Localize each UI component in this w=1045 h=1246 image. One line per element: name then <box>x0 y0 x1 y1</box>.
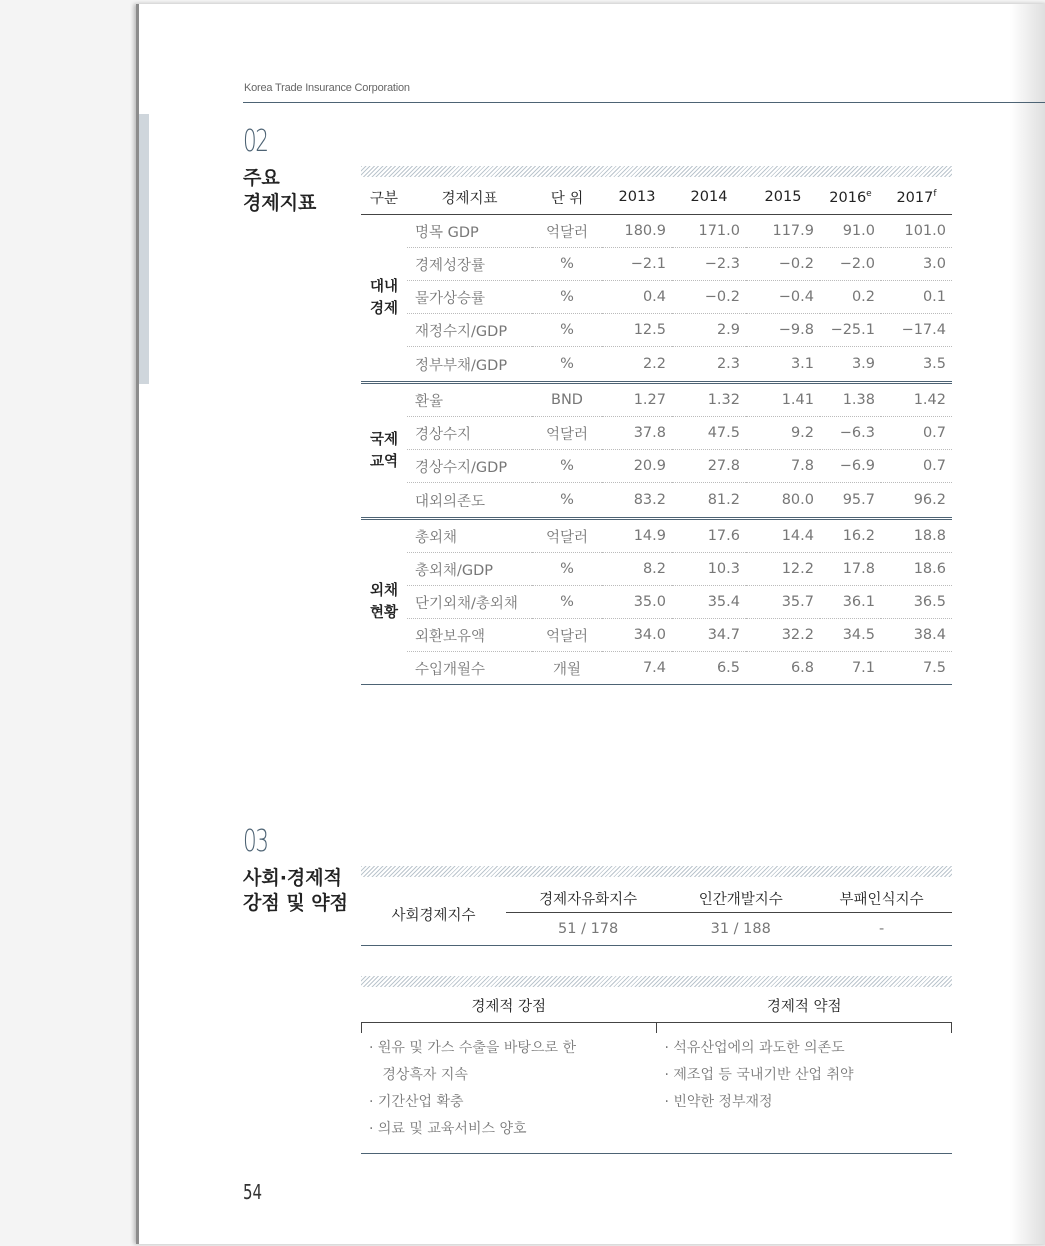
value-cell: −2.1 <box>602 248 672 281</box>
value-cell: 1.32 <box>672 383 746 417</box>
indicator-cell: 외환보유액 <box>407 619 532 652</box>
unit-cell: 개월 <box>532 652 602 685</box>
indicator-cell: 총외채 <box>407 519 532 553</box>
indicator-cell: 정부부채/GDP <box>407 347 532 383</box>
value-cell: −9.8 <box>746 314 820 347</box>
table-row <box>361 417 952 450</box>
indicator-cell: 경상수지 <box>407 417 532 450</box>
section-number: 03 <box>243 824 268 859</box>
unit-cell: % <box>532 586 602 619</box>
indicator-cell: 재정수지/GDP <box>407 314 532 347</box>
document-page <box>136 4 1045 1244</box>
unit-cell: % <box>532 347 602 383</box>
category-cell <box>361 519 407 685</box>
value-cell: 36.5 <box>881 586 952 619</box>
value-cell: 37.8 <box>602 417 672 450</box>
category-cell <box>361 215 407 383</box>
column-header: 경제자유화지수 <box>506 884 670 913</box>
table-cell: 51 / 178 <box>506 913 670 946</box>
value-cell: 35.0 <box>602 586 672 619</box>
value-cell: −6.3 <box>820 417 881 450</box>
table-row <box>361 215 952 248</box>
value-cell: −17.4 <box>881 314 952 347</box>
value-cell: −0.2 <box>672 281 746 314</box>
value-cell: 0.2 <box>820 281 881 314</box>
value-cell: 17.6 <box>672 519 746 553</box>
table-row <box>361 383 952 417</box>
value-cell: 12.2 <box>746 553 820 586</box>
section-title-line: 강점 및 약점 <box>243 892 348 914</box>
unit-cell: 억달러 <box>532 215 602 248</box>
column-header: 2015 <box>746 180 820 215</box>
value-cell: −2.3 <box>672 248 746 281</box>
table-hatch-bar <box>361 866 952 877</box>
strengths-list <box>361 1035 657 1153</box>
value-cell: 80.0 <box>746 483 820 519</box>
unit-cell: % <box>532 450 602 483</box>
list-item: · 석유산업에의 과도한 의존도 <box>664 1040 845 1056</box>
indicator-cell: 경제성장률 <box>407 248 532 281</box>
column-header: 부패인식지수 <box>811 884 952 913</box>
value-cell: 8.2 <box>602 553 672 586</box>
unit-cell: BND <box>532 383 602 417</box>
unit-cell: % <box>532 483 602 519</box>
section-number: 02 <box>243 124 268 159</box>
unit-cell: 억달러 <box>532 417 602 450</box>
value-cell: 17.8 <box>820 553 881 586</box>
table-header-row <box>361 992 952 1022</box>
indicator-cell: 수입개월수 <box>407 652 532 685</box>
indicator-cell: 단기외채/총외채 <box>407 586 532 619</box>
indicator-cell: 환율 <box>407 383 532 417</box>
value-cell: 2.2 <box>602 347 672 383</box>
value-cell: 7.5 <box>881 652 952 685</box>
table-row <box>361 483 952 519</box>
value-cell: 38.4 <box>881 619 952 652</box>
unit-cell: 억달러 <box>532 519 602 553</box>
list-item: · 제조업 등 국내기반 산업 취약 <box>664 1067 854 1083</box>
table-row <box>361 450 952 483</box>
value-cell: 180.9 <box>602 215 672 248</box>
unit-cell: % <box>532 248 602 281</box>
list-item: 경상흑자 지속 <box>369 1067 468 1083</box>
year-label: 2016 <box>829 189 867 206</box>
value-cell: 34.0 <box>602 619 672 652</box>
strengths-weaknesses-table <box>361 992 952 1154</box>
column-header: 경제지표 <box>407 180 532 215</box>
column-header: 2013 <box>602 180 672 215</box>
table-row <box>361 519 952 553</box>
section-title-line: 경제지표 <box>243 192 317 214</box>
indicator-cell: 총외채/GDP <box>407 553 532 586</box>
list-item: · 원유 및 가스 수출을 바탕으로 한 <box>369 1040 576 1056</box>
indicator-cell: 대외의존도 <box>407 483 532 519</box>
value-cell: 3.1 <box>746 347 820 383</box>
column-header: 구분 <box>361 180 407 215</box>
value-cell: 95.7 <box>820 483 881 519</box>
value-cell: 12.5 <box>602 314 672 347</box>
value-cell: 34.5 <box>820 619 881 652</box>
list-item: · 의료 및 교육서비스 양호 <box>369 1121 527 1137</box>
table-body <box>361 1033 952 1154</box>
category-label: 외채 <box>369 583 398 599</box>
year-label: 2017 <box>896 189 934 206</box>
value-cell: 91.0 <box>820 215 881 248</box>
unit-cell: % <box>532 553 602 586</box>
weaknesses-list <box>657 1035 953 1153</box>
table-row <box>361 281 952 314</box>
value-cell: 34.7 <box>672 619 746 652</box>
column-header <box>820 180 881 215</box>
forecast-mark: f <box>933 188 937 199</box>
column-header: 인간개발지수 <box>670 884 811 913</box>
category-label: 대내 <box>369 279 398 295</box>
value-cell: 0.7 <box>881 417 952 450</box>
value-cell: −0.2 <box>746 248 820 281</box>
value-cell: 36.1 <box>820 586 881 619</box>
unit-cell: 억달러 <box>532 619 602 652</box>
value-cell: 81.2 <box>672 483 746 519</box>
value-cell: 83.2 <box>602 483 672 519</box>
page-number: 54 <box>243 1180 263 1204</box>
table-header-row <box>361 884 952 913</box>
table-row <box>361 248 952 281</box>
indicator-cell: 물가상승률 <box>407 281 532 314</box>
value-cell: 27.8 <box>672 450 746 483</box>
row-label: 사회경제지수 <box>361 884 506 946</box>
category-label: 현황 <box>369 605 398 621</box>
value-cell: 35.4 <box>672 586 746 619</box>
category-label: 국제 <box>369 431 398 448</box>
section-title <box>243 166 316 216</box>
section-title-line: 사회·경제적 <box>243 867 342 889</box>
table-row <box>361 347 952 383</box>
column-header: 단 위 <box>532 180 602 215</box>
running-head: Korea Trade Insurance Corporation <box>244 82 410 94</box>
value-cell: 1.38 <box>820 383 881 417</box>
category-cell <box>361 383 407 519</box>
value-cell: 2.3 <box>672 347 746 383</box>
value-cell: 18.6 <box>881 553 952 586</box>
value-cell: 101.0 <box>881 215 952 248</box>
economic-indicators-table <box>361 180 952 685</box>
value-cell: 2.9 <box>672 314 746 347</box>
value-cell: 3.5 <box>881 347 952 383</box>
value-cell: −0.4 <box>746 281 820 314</box>
table-header-row <box>361 180 952 215</box>
value-cell: 14.9 <box>602 519 672 553</box>
value-cell: −6.9 <box>820 450 881 483</box>
value-cell: 20.9 <box>602 450 672 483</box>
section-title <box>243 866 348 916</box>
header-bracket <box>361 1022 952 1033</box>
value-cell: 0.4 <box>602 281 672 314</box>
value-cell: 10.3 <box>672 553 746 586</box>
list-item: · 기간산업 확충 <box>369 1094 464 1110</box>
table-cell: 31 / 188 <box>670 913 811 946</box>
value-cell: 16.2 <box>820 519 881 553</box>
value-cell: 18.8 <box>881 519 952 553</box>
column-header: 2014 <box>672 180 746 215</box>
value-cell: 1.27 <box>602 383 672 417</box>
list-item: · 빈약한 정부재정 <box>664 1094 773 1110</box>
value-cell: 14.4 <box>746 519 820 553</box>
social-economic-index-table <box>361 884 952 946</box>
column-header <box>881 180 952 215</box>
value-cell: 35.7 <box>746 586 820 619</box>
section-title-line: 주요 <box>243 167 280 189</box>
value-cell: 3.9 <box>820 347 881 383</box>
value-cell: 47.5 <box>672 417 746 450</box>
value-cell: 171.0 <box>672 215 746 248</box>
value-cell: 96.2 <box>881 483 952 519</box>
category-label: 경제 <box>369 301 398 317</box>
table-cell: - <box>811 913 952 946</box>
value-cell: 6.5 <box>672 652 746 685</box>
table-row <box>361 553 952 586</box>
table-row <box>361 314 952 347</box>
indicator-cell: 경상수지/GDP <box>407 450 532 483</box>
value-cell: 7.1 <box>820 652 881 685</box>
table-row <box>361 619 952 652</box>
table-hatch-bar <box>361 166 952 177</box>
category-label: 교역 <box>369 453 398 470</box>
value-cell: 0.1 <box>881 281 952 314</box>
table-row <box>361 652 952 685</box>
header-rule <box>243 102 1045 103</box>
page-curl-shadow <box>1010 4 1045 1244</box>
value-cell: −2.0 <box>820 248 881 281</box>
column-header: 경제적 약점 <box>766 999 842 1015</box>
value-cell: 7.8 <box>746 450 820 483</box>
unit-cell: % <box>532 314 602 347</box>
value-cell: 6.8 <box>746 652 820 685</box>
value-cell: 0.7 <box>881 450 952 483</box>
value-cell: 1.41 <box>746 383 820 417</box>
unit-cell: % <box>532 281 602 314</box>
table-hatch-bar <box>361 976 952 987</box>
value-cell: 9.2 <box>746 417 820 450</box>
column-header: 경제적 강점 <box>471 999 547 1015</box>
value-cell: 7.4 <box>602 652 672 685</box>
value-cell: 117.9 <box>746 215 820 248</box>
value-cell: 3.0 <box>881 248 952 281</box>
value-cell: −25.1 <box>820 314 881 347</box>
table-row <box>361 586 952 619</box>
value-cell: 1.42 <box>881 383 952 417</box>
indicator-cell: 명목 GDP <box>407 215 532 248</box>
estimate-mark: e <box>866 188 872 199</box>
binding-edge <box>139 114 149 384</box>
value-cell: 32.2 <box>746 619 820 652</box>
